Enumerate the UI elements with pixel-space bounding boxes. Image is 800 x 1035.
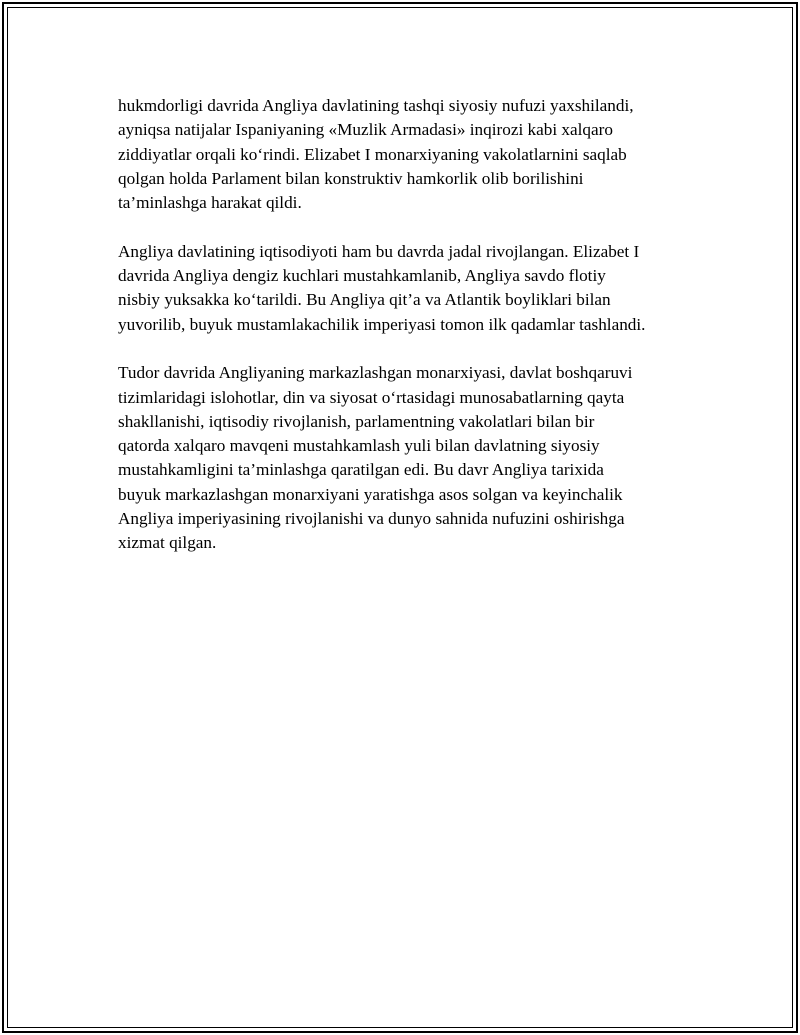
paragraph-2: Angliya davlatining iqtisodiyoti ham bu davrda jadal rivojlangan. Elizabet I davrida Angliya dengiz kuchlari mustahkamlanib, Angliya savdo flotiy nisbiy yuksakka ko‘tarildi. Bu Angliya qit’a va Atlantik boyliklari bilan yuvorilib, buyuk mustamlakachilik imperiyasi tomon ilk qadamlar tashlandi. <box>118 241 646 334</box>
paragraph-3: Tudor davrida Angliyaning markazlashgan monarxiyasi, davlat boshqaruvi tizimlaridagi islohotlar, din va siyosat o‘rtasidagi munosabatlarning qayta shakllanishi, iqtisodiy rivojlanish, parlamentning vakolatlari bilan bir qatorda xalqaro mavqeni mustahkamlash yuli bilan davlatning siyosiy mustahkamligini ta’minlashga qaratilgan edi. Bu davr Angliya tarixida buyuk markazlashgan monarxiyani yaratishga asos solgan va keyinchalik Angliya imperiyasining rivojlanishi va dunyo sahnida nufuzini oshirishga xizmat qilgan. <box>118 363 633 553</box>
document-body <box>118 94 698 580</box>
paragraph-1: hukmdorligi davrida Angliya davlatining tashqi siyosiy nufuzi yaxshilandi, ayniqsa natijalar Ispaniyaning «Muzlik Armadasi» inqirozi kabi xalqaro ziddiyatlar orqali ko‘rindi. Elizabet I monarxiyaning vakolatlarnini saqlab qolgan holda Parlament bilan konstruktiv hamkorlik olib borilishini ta’minlashga harakat qildi. <box>118 96 634 213</box>
